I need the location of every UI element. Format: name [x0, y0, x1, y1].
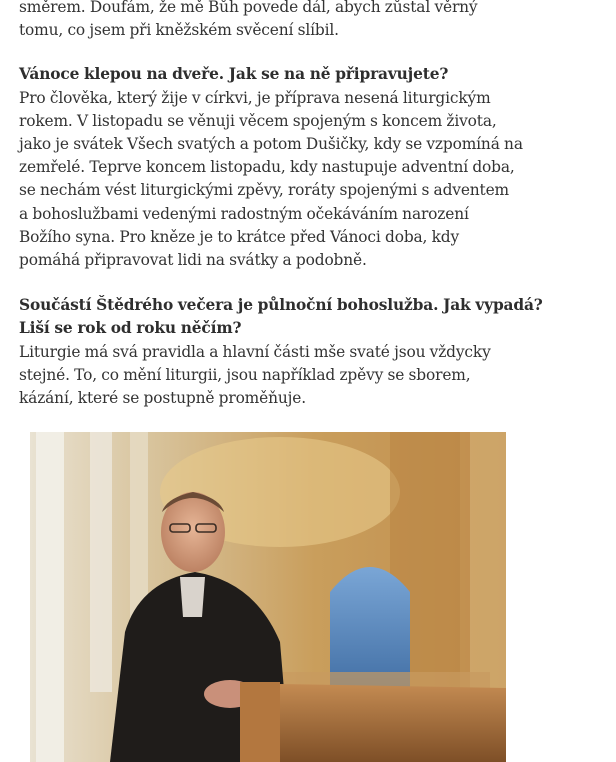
- article-photo: [30, 432, 506, 762]
- text-line: tomu, co jsem při kněžském svěcení slíbil.: [19, 21, 339, 40]
- column-left: [36, 432, 64, 762]
- question-heading-1: Vánoce klepou na dveře. Jak se na ně připravujete?: [19, 65, 449, 84]
- text-line: zemřelé. Teprve koncem listopadu, kdy nastupuje adventní doba,: [19, 158, 515, 177]
- intro-paragraph: [19, 0, 499, 42]
- paragraph-gap: [19, 272, 499, 294]
- question-heading-2: [19, 294, 543, 340]
- text-line: rokem. V listopadu se věnuji věcem spojeným s koncem života,: [19, 111, 497, 130]
- text-line: směrem. Doufám, že mě Bůh povede dál, abych zůstal věrný: [19, 0, 478, 16]
- text-line: se nechám vést liturgickými zpěvy, roráty spojenými s adventem: [19, 181, 509, 200]
- text-line: jako je svátek Všech svatých a potom Dušičky, kdy se vzpomíná na: [19, 135, 523, 154]
- text-line: Pro člověka, který žije v církvi, je příprava nesená liturgickým: [19, 88, 491, 107]
- answer-paragraph-2: [19, 341, 499, 411]
- question-line: Liší se rok od roku něčím?: [19, 319, 242, 338]
- question-line: Součástí Štědrého večera je půlnoční bohoslužba. Jak vypadá?: [19, 296, 543, 315]
- text-line: pomáhá připravovat lidi na svátky a podobně.: [19, 251, 367, 270]
- answer-paragraph-1: [19, 87, 523, 273]
- text-line: Božího syna. Pro kněze je to krátce před Vánoci doba, kdy: [19, 227, 460, 246]
- article-body: [19, 0, 543, 410]
- pew-end-post: [240, 682, 280, 762]
- priest-in-church-illustration: [30, 432, 506, 762]
- clerical-collar: [180, 577, 205, 617]
- column: [90, 432, 112, 692]
- text-line: stejné. To, co mění liturgii, jsou například zpěvy se sborem,: [19, 365, 471, 384]
- text-line: kázání, které se postupně proměňuje.: [19, 389, 306, 408]
- text-line: Liturgie má svá pravidla a hlavní části mše svaté jsou vždycky: [19, 342, 491, 361]
- text-line: a bohoslužbami vedenými radostným očekáváním narození: [19, 204, 469, 223]
- paragraph-gap: [19, 42, 499, 63]
